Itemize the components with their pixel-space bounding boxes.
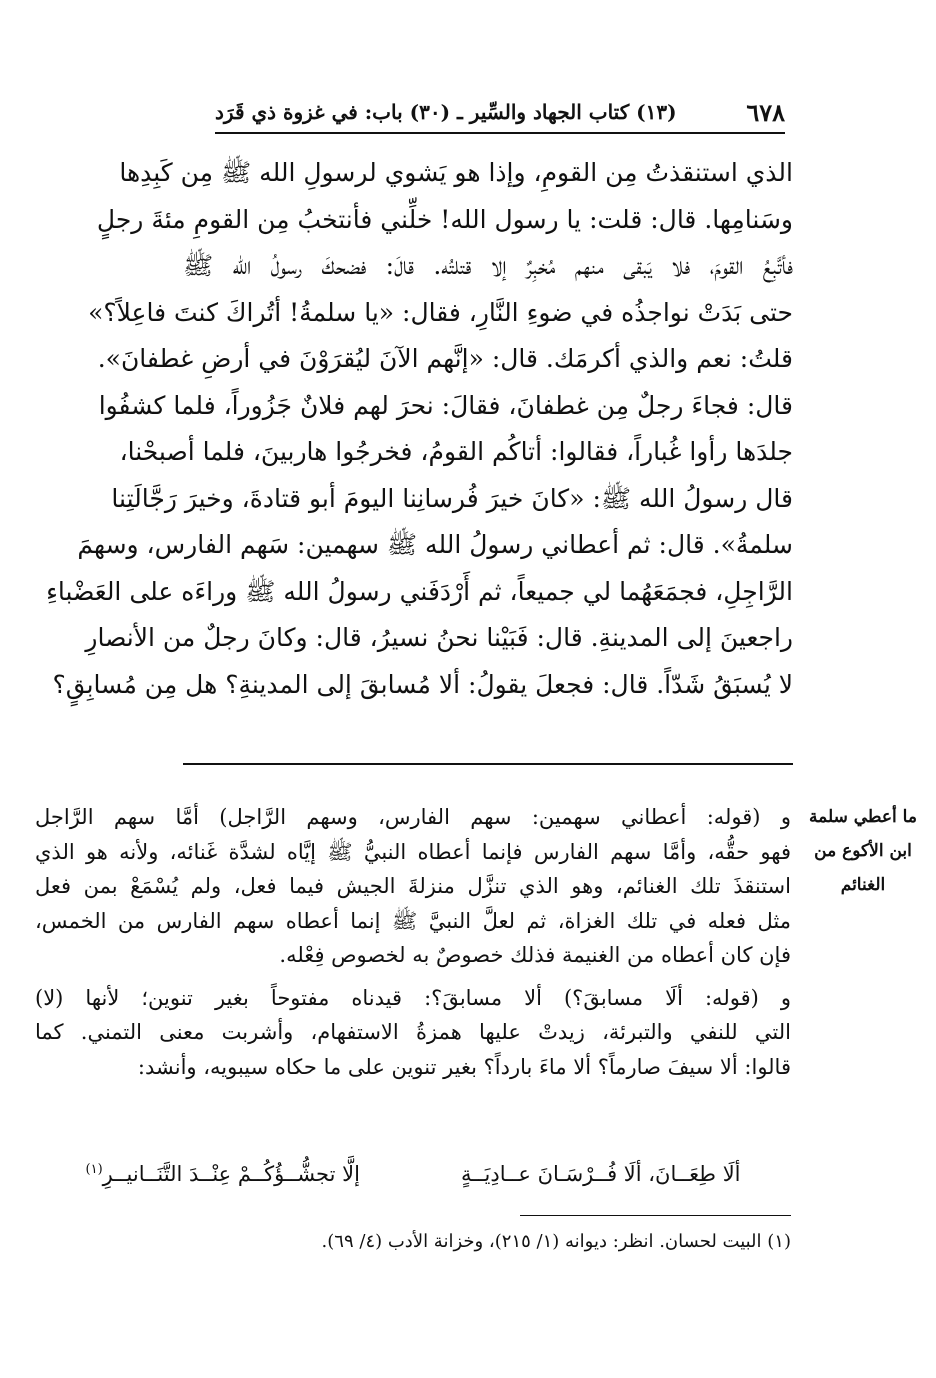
hadith-text [46,150,793,708]
text-line: سلمةُ». قال: ثم أعطاني رسولُ الله ﷺ سهمين: سَهم الفارس، وسهمَ [77,530,793,559]
margin-heading-line: ما أعطي سلمة [809,807,917,827]
commentary-paragraph [35,981,791,1085]
margin-heading-line: ابن الأكوع من [814,841,912,861]
page-number: ٦٧٨ [746,97,785,127]
commentary-line: التي للنفي والتبرئة، زيدتْ عليها همزةُ الاستفهام، وأشربت معنى التمني. كما [35,1020,791,1044]
section-divider [183,763,793,765]
footnote-marker: (١) [85,1162,103,1177]
commentary-line: قالوا: ألا سيفَ صارماً؟ ألا ماءَ بارداً؟ بغير تنوين على ما حكاه سيبويه، وأنشد: [137,1054,791,1079]
text-line: راجعينَ إلى المدينةِ. قال: فَبَيْنا نحنُ نسيرُ، قال: وكانَ رجلٌ من الأنصارِ [85,623,793,652]
poetry-verse [35,1162,791,1186]
commentary-line: فهو حقُّه، وأمَّا سهم الفارس فإنما أعطاه النبيُّ ﷺ إيَّاه لشدَّة غَنائه، ولأنه هو الذي [35,839,791,864]
commentary-paragraph [35,800,791,973]
text-line: لا يُسبَقُ شَدّاً. قال: فجعلَ يقولُ: ألا مُسابقَ إلى المدينةِ؟ هل مِن مُسابِقٍ؟ [52,669,793,699]
text-line: حتى بَدَتْ نواجذُه في ضوءِ النَّارِ، فقال: «يا سلمةُ! أتُراكَ كنتَ فاعِلاً؟» [88,297,793,327]
commentary [35,800,791,1084]
text-line: قلتُ: نعم والذي أكرمَك. قال: «إنَّهم الآنَ ليُقرَوْنَ في أرضِ غطفانَ». [97,344,793,373]
commentary-line: استنقذَ تلك الغنائم، وهو الذي تنزَّل منزلةَ الجيش فيما فعل، ولم يُسْمَعْ بمن فعل [35,874,791,898]
page-header [215,92,785,134]
text-line: قال: فجاءَ رجلٌ مِن غطفانَ، فقالَ: نحرَ لهم فلانٌ جَزُوراً، فلما كشفُوا [98,390,793,420]
text-line: وسَنامِها. قال: قلت: يا رسول الله! خلِّني فأنتخبُ مِن القومِ مئةَ رجلٍ [96,204,793,234]
verse-first-hemistich: ألَا طِعَــانَ، ألَا فُــرْسَـانَ عــادِيَــةٍ [460,1162,741,1186]
text-line: فأتَّبِعُ القومَ، فلا يَبقى منهم مُخبِرٌ إلا قتلتُه. قالَ: فضحكَ رسولُ الله ﷺ [183,251,793,280]
margin-heading [808,800,918,902]
commentary-line: فإن كان أعطاه من الغنيمة فذلك خصوصٌ به لخصوص فِعْله. [279,943,791,967]
text-line: الذي استنقذتُ مِن القومِ، وإذا هو يَشوي لرسولِ الله ﷺ مِن كَبِدِها [119,158,793,187]
footnote-divider [520,1215,791,1216]
text-line: جلدَها رأوا غُباراً، فقالوا: أتاكُم القومُ، فخرجُوا هاربينَ، فلما أصبحْنا، [119,437,793,466]
margin-heading-line: الغنائم [840,875,886,895]
commentary-line: مثل فعله في تلك الغزاة، ثم لعلَّ النبيَّ ﷺ إنما أعطاه سهم الفارس من الخمس، [35,908,791,933]
text-line: الرَّاجِلِ، فجمَعَهُما لي جميعاً، ثم أَرْدَفَني رسولُ الله ﷺ وراءَه على العَضْباءِ [46,576,793,606]
footnote: (١) البيت لحسان. انظر: ديوانه (١/ ٢١٥)، وخزانة الأدب (٤/ ٦٩). [321,1231,791,1252]
text-line: قال رسولُ الله ﷺ: «كانَ خيرَ فُرسانِنا اليومَ أبو قتادةَ، وخيرَ رَجَّالَتِنا [111,483,793,513]
verse-second-hemistich [86,1162,360,1186]
running-title: (١٣) كتاب الجهاد والسِّير ـ (٣٠) باب: في غزوة ذي قَرَد [215,100,677,124]
commentary-line: و (قوله: أعطاني سهمين: سهم الفارس، وسهم الرَّاجل) أمَّا سهم الرَّاجل [35,805,791,829]
commentary-line: و (قوله: ألَا مسابقَ؟) ألا مسابقَ؟: قيدناه مفتوحاً بغير تنوين؛ لأنها (لا) [35,985,791,1010]
verse-second-hemistich-text: إلَّا تجشُّــؤُكُــمْ عِنْــدَ التَّنَــانيــرِ [102,1162,360,1186]
